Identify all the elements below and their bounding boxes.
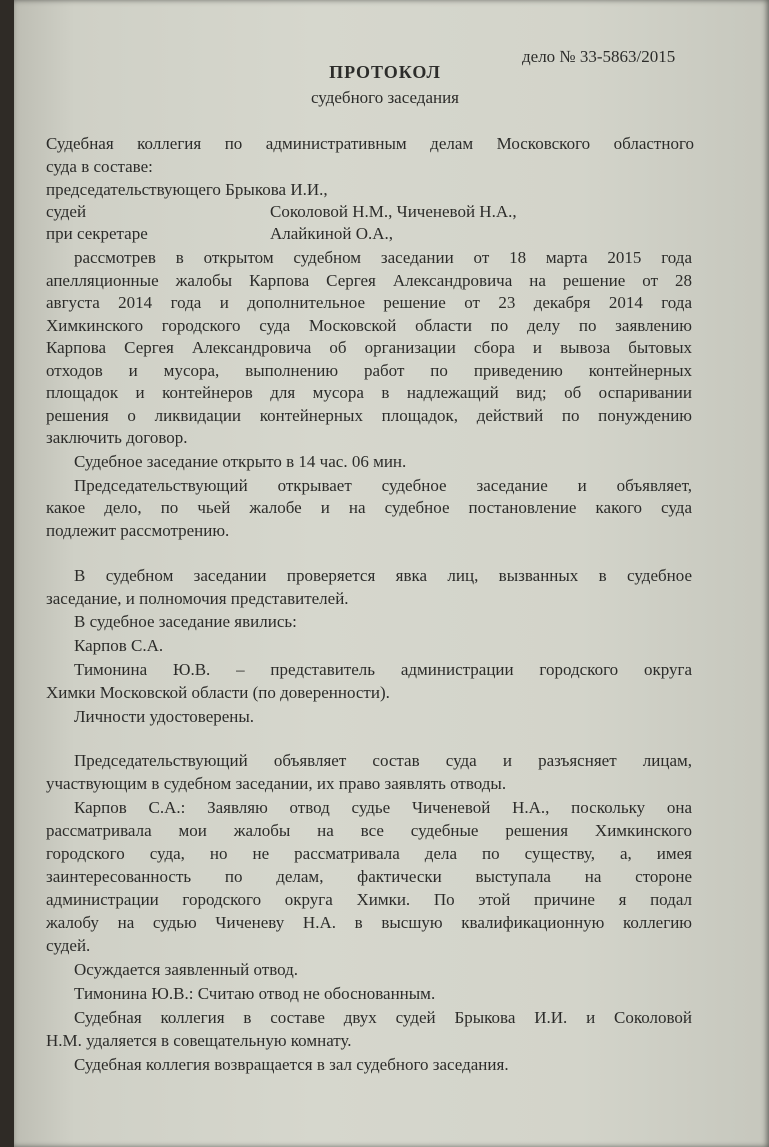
secretary-value: Алайкиной О.А., (270, 224, 394, 243)
secretary-row (46, 224, 646, 244)
identity-verified: Личности удостоверены. (74, 707, 255, 726)
attendance-check-line: заседание, и полномочия представителей. (46, 589, 349, 608)
karpov-statement-line: судей. (46, 936, 91, 955)
opening-time: Судебное заседание открыто в 14 час. 06 мин. (74, 452, 407, 471)
intro-line: отходов и мусора, выполнению работ по приведению контейнерных (46, 361, 692, 380)
attendee-timonina-line: Химки Московской области (по доверенности). (46, 683, 390, 702)
challenge-announce-line: Председательствующий объявляет состав суда и разъясняет лицам, (74, 751, 692, 770)
opening-announce-line: Председательствующий открывает судебное заседание и объявляет, (74, 476, 692, 495)
intro-line: площадок и контейнеров для мусора в надлежащий вид; об оспаривании (46, 383, 692, 402)
karpov-statement-line: городского суда, но не рассматривала дела по существу, а, имея (46, 844, 692, 863)
intro-line: Химкинского городского суда Московской области по делу по заявлению (46, 316, 692, 335)
intro-line: апелляционные жалобы Карпова Сергея Александровича на решение от 28 (46, 271, 692, 290)
opening-announce-line: какое дело, по чьей жалобе и на судебное постановление какого суда (46, 498, 692, 517)
protocol-page (14, 0, 769, 1147)
collegium-returns: Судебная коллегия возвращается в зал судебного заседания. (74, 1055, 509, 1074)
attendance-appeared: В судебное заседание явились: (74, 612, 297, 631)
presiding-judge: председательствующего Брыкова И.И., (46, 180, 328, 199)
attendance-check-line: В судебном заседании проверяется явка лиц, вызванных в судебное (74, 566, 692, 585)
challenge-discussed: Осуждается заявленный отвод. (74, 960, 299, 979)
intro-line: Карпова Сергея Александровича об организации сбора и вывоза бытовых (46, 338, 692, 357)
intro-line: августа 2014 года и дополнительное решение от 23 декабря 2014 года (46, 293, 692, 312)
composition-line-1: Судебная коллегия по административным делам Московского областного (46, 134, 694, 153)
karpov-statement-line: администрации городского округа Химки. По этой причине я подал (46, 890, 692, 909)
document-subtitle: судебного заседания (310, 88, 460, 107)
retire-line: Судебная коллегия в составе двух судей Брыкова И.И. и Соколовой (74, 1008, 692, 1027)
intro-line: заключить договор. (46, 428, 188, 447)
judges-label: судей (46, 202, 87, 221)
attendee-timonina-line: Тимонина Ю.В. – представитель администрации городского округа (74, 660, 692, 679)
attendee-karpov: Карпов С.А. (74, 636, 164, 655)
document-title: ПРОТОКОЛ (329, 62, 441, 82)
case-number: дело № 33-5863/2015 (522, 47, 676, 66)
judges-value: Соколовой Н.М., Чиченевой Н.А., (270, 202, 517, 221)
karpov-statement-line: Карпов С.А.: Заявляю отвод судье Чиченевой Н.А., поскольку она (74, 798, 692, 817)
karpov-statement-line: жалобу на судью Чиченеву Н.А. в высшую квалификационную коллегию (46, 913, 692, 932)
karpov-statement-line: рассматривала мои жалобы на все судебные решения Химкинского (46, 821, 692, 840)
secretary-label: при секретаре (46, 224, 148, 243)
challenge-announce-line: участвующим в судебном заседании, их право заявлять отводы. (46, 774, 507, 793)
karpov-statement-line: заинтересованность по делам, фактически выступала на стороне (46, 867, 692, 886)
intro-line: решения о ликвидации контейнерных площадок, действий по понуждению (46, 406, 692, 425)
composition-line-2: суда в составе: (46, 157, 153, 176)
retire-line: Н.М. удаляется в совещательную комнату. (46, 1031, 352, 1050)
timonina-statement: Тимонина Ю.В.: Считаю отвод не обоснованным. (74, 984, 436, 1003)
intro-line: рассмотрев в открытом судебном заседании от 18 марта 2015 года (74, 248, 692, 267)
opening-announce-line: подлежит рассмотрению. (46, 521, 230, 540)
judges-row (46, 202, 646, 222)
